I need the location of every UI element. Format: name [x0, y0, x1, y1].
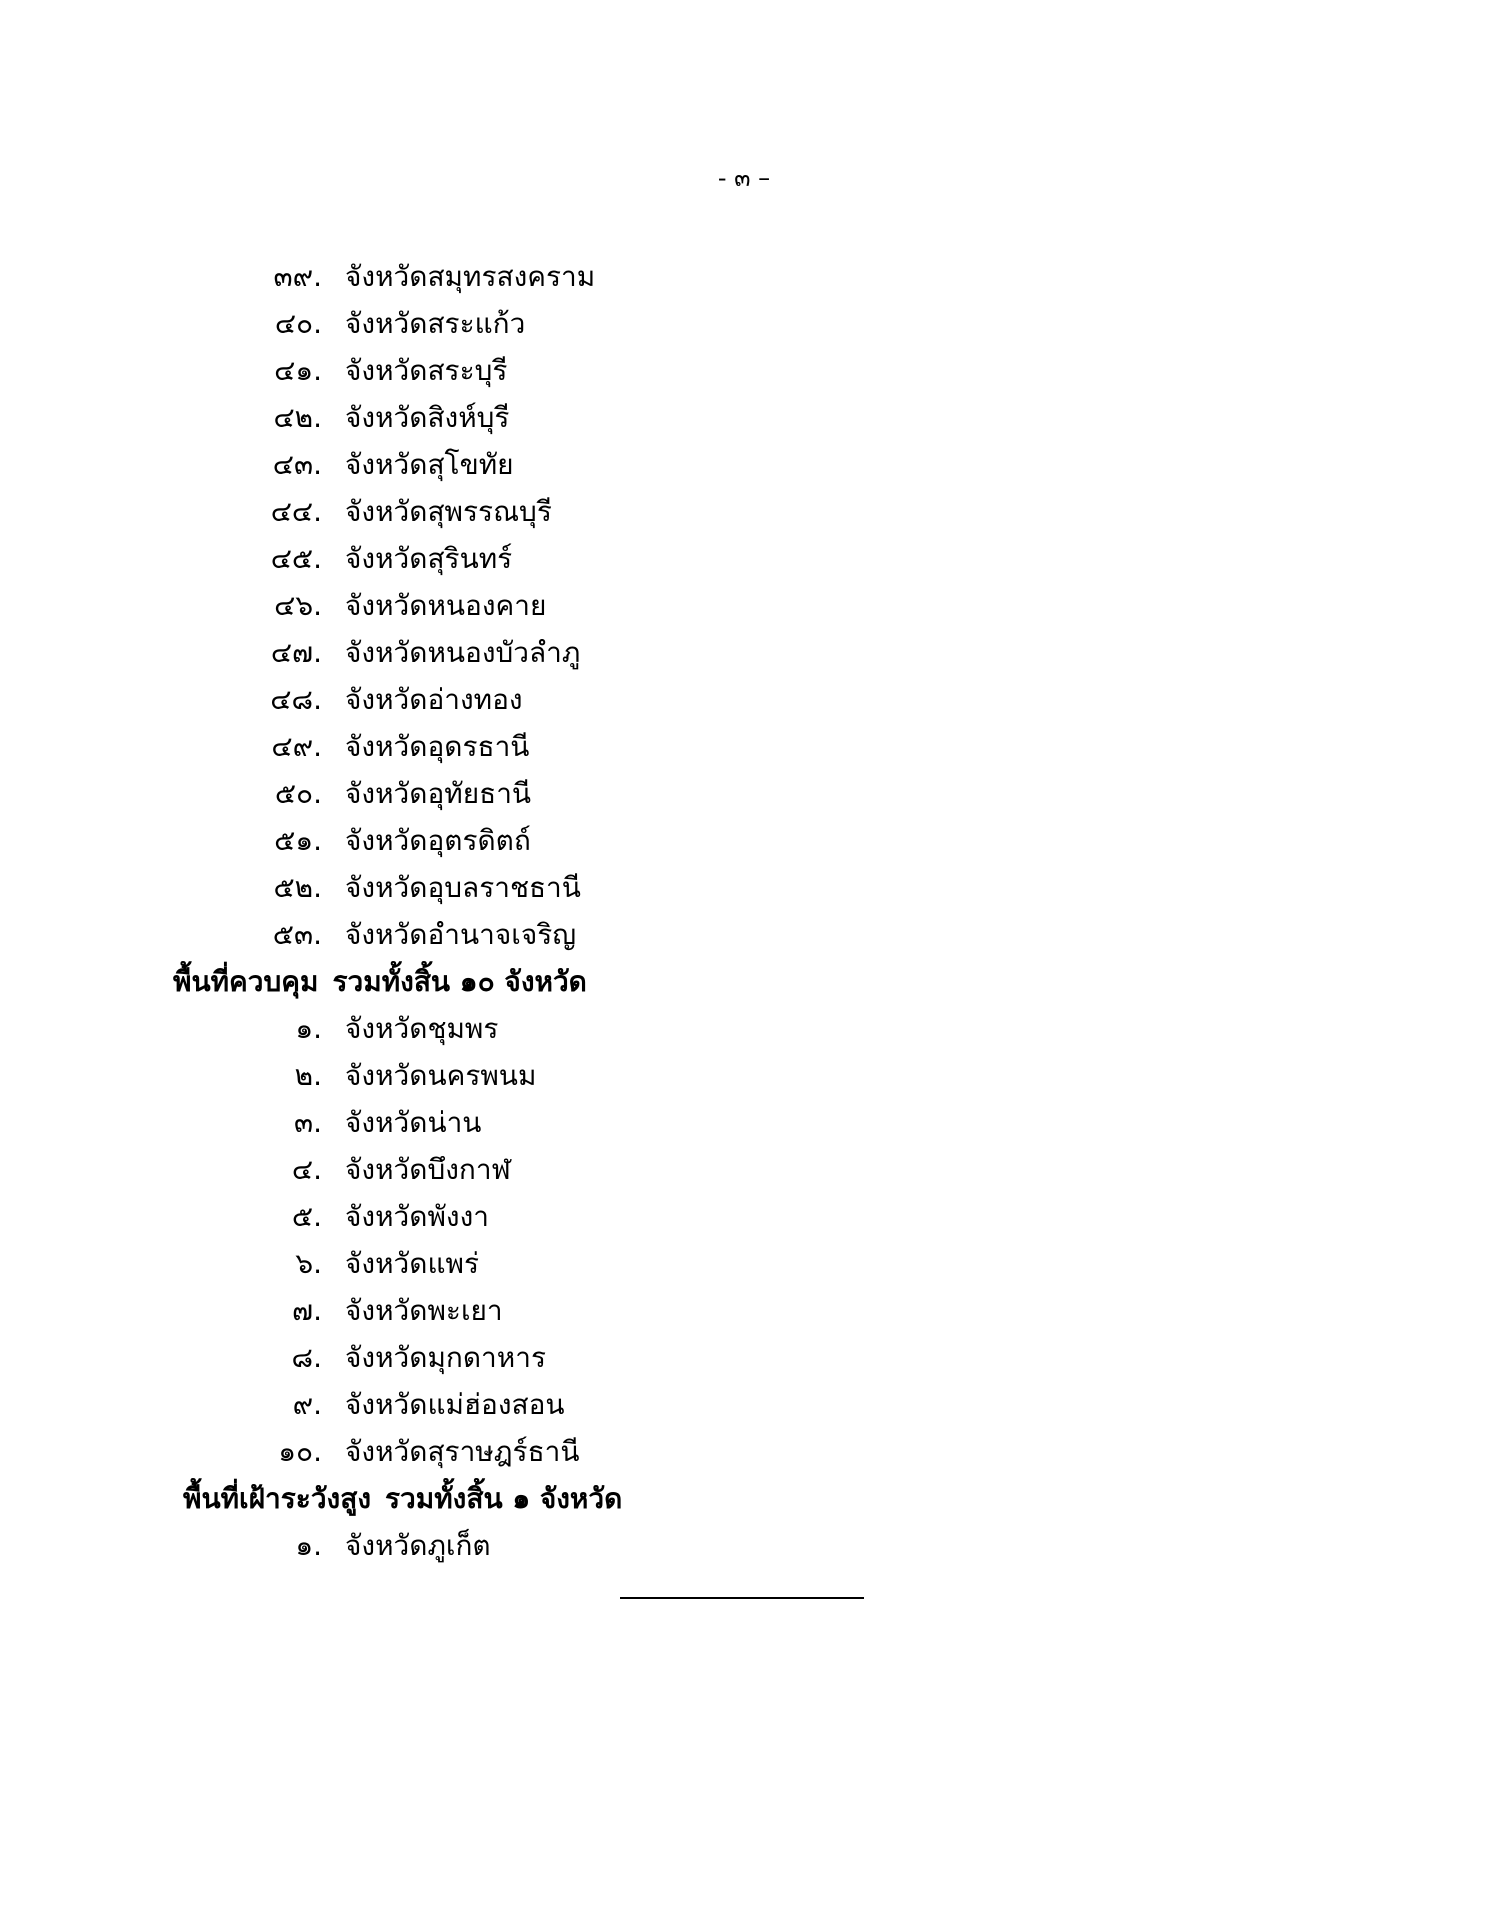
item-number: ๕๐.	[274, 777, 322, 810]
list-item	[0, 629, 1488, 676]
province-name: จังหวัดพะเยา	[345, 1294, 503, 1327]
province-name: จังหวัดอุทัยธานี	[345, 777, 532, 810]
province-name: จังหวัดภูเก็ต	[345, 1529, 491, 1562]
item-number: ๓๙.	[273, 260, 322, 293]
province-name: จังหวัดหนองคาย	[345, 589, 547, 622]
end-divider-line	[620, 1597, 864, 1599]
list-item	[0, 253, 1488, 300]
control-area-total: รวมทั้งสิ้น ๑๐ จังหวัด	[332, 965, 587, 998]
province-name: จังหวัดสระแก้ว	[345, 307, 526, 340]
province-name: จังหวัดอำนาจเจริญ	[345, 918, 577, 951]
province-name: จังหวัดพังงา	[345, 1200, 489, 1233]
list-item	[0, 911, 1488, 958]
province-name: จังหวัดน่าน	[345, 1106, 482, 1139]
province-name: จังหวัดสิงห์บุรี	[345, 401, 510, 434]
province-name: จังหวัดอุดรธานี	[345, 730, 530, 763]
province-name: จังหวัดชุมพร	[345, 1012, 499, 1045]
control-area-heading	[0, 958, 1488, 1005]
list-item	[0, 1052, 1488, 1099]
province-list	[0, 253, 1488, 1569]
list-item	[0, 864, 1488, 911]
item-number: ๕๒.	[273, 871, 322, 904]
item-number: ๔๘.	[270, 683, 322, 716]
item-number: ๘.	[291, 1341, 322, 1374]
item-number: ๙.	[292, 1388, 322, 1421]
high-watch-area-label: พื้นที่เฝ้าระวังสูง	[183, 1482, 371, 1515]
list-item	[0, 723, 1488, 770]
item-number: ๔.	[291, 1153, 322, 1186]
list-item	[0, 535, 1488, 582]
province-name: จังหวัดมุกดาหาร	[345, 1341, 546, 1374]
item-number: ๔๔.	[270, 495, 322, 528]
list-item	[0, 1146, 1488, 1193]
item-number: ๔๐.	[274, 307, 322, 340]
province-name: จังหวัดแพร่	[345, 1247, 479, 1280]
control-area-label: พื้นที่ควบคุม	[173, 965, 319, 998]
item-number: ๑.	[295, 1012, 322, 1045]
item-number: ๔๙.	[271, 730, 322, 763]
item-number: ๓.	[293, 1106, 322, 1139]
province-name: จังหวัดแม่ฮ่องสอน	[345, 1388, 565, 1421]
item-number: ๔๒.	[273, 401, 322, 434]
item-number: ๔๗.	[270, 636, 322, 669]
list-item	[0, 488, 1488, 535]
province-name: จังหวัดอ่างทอง	[345, 683, 523, 716]
list-item	[0, 1428, 1488, 1475]
item-number: ๗.	[292, 1294, 322, 1327]
item-number: ๔๑.	[274, 354, 322, 387]
high-watch-area-heading	[0, 1475, 1488, 1522]
list-item	[0, 676, 1488, 723]
list-item	[0, 1193, 1488, 1240]
province-name: จังหวัดนครพนม	[345, 1059, 537, 1092]
province-name: จังหวัดสุโขทัย	[345, 448, 514, 481]
list-item	[0, 394, 1488, 441]
list-item	[0, 1099, 1488, 1146]
list-item	[0, 300, 1488, 347]
province-name: จังหวัดอุบลราชธานี	[345, 871, 581, 904]
list-item	[0, 770, 1488, 817]
list-item	[0, 1334, 1488, 1381]
list-item	[0, 1381, 1488, 1428]
item-number: ๒.	[294, 1059, 322, 1092]
item-number: ๔๕.	[270, 542, 322, 575]
province-name: จังหวัดบึงกาฬ	[345, 1153, 511, 1186]
province-name: จังหวัดสุรินทร์	[345, 542, 513, 575]
list-item	[0, 1005, 1488, 1052]
item-number: ๖.	[295, 1247, 322, 1280]
item-number: ๕.	[291, 1200, 322, 1233]
high-watch-area-total: รวมทั้งสิ้น ๑ จังหวัด	[385, 1482, 623, 1515]
province-name: จังหวัดหนองบัวลำภู	[345, 636, 581, 669]
item-number: ๔๓.	[272, 448, 322, 481]
list-item	[0, 1287, 1488, 1334]
province-name: จังหวัดสุราษฎร์ธานี	[345, 1435, 580, 1468]
province-name: จังหวัดอุตรดิตถ์	[345, 824, 531, 857]
list-item	[0, 582, 1488, 629]
province-name: จังหวัดสระบุรี	[345, 354, 508, 387]
list-item	[0, 347, 1488, 394]
item-number: ๔๖.	[274, 589, 322, 622]
list-item	[0, 441, 1488, 488]
item-number: ๕๑.	[274, 824, 322, 857]
list-item	[0, 1522, 1488, 1569]
list-item	[0, 817, 1488, 864]
item-number: ๑๐.	[278, 1435, 322, 1468]
item-number: ๑.	[295, 1529, 322, 1562]
list-item	[0, 1240, 1488, 1287]
item-number: ๕๓.	[272, 918, 322, 951]
province-name: จังหวัดสุพรรณบุรี	[345, 495, 552, 528]
province-name: จังหวัดสมุทรสงคราม	[345, 260, 596, 293]
page-number: - ๓ –	[717, 164, 771, 192]
